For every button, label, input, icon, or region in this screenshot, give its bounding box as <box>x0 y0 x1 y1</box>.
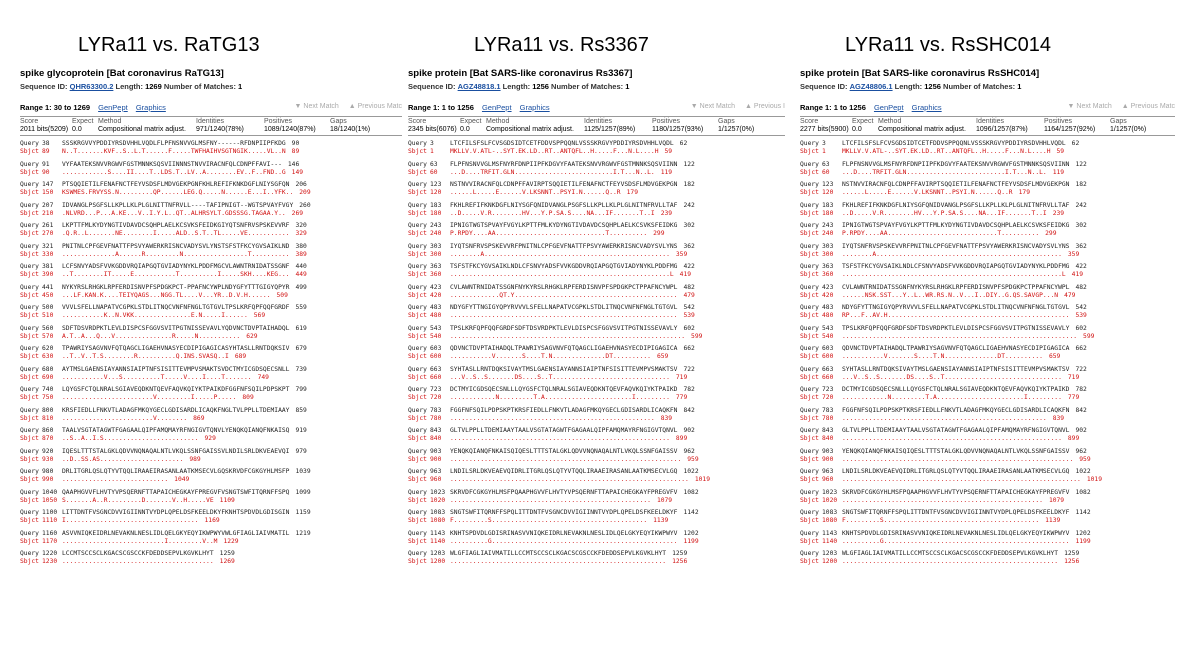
query-line: Query 543 TPSLKRFQPFQQFGRDFSDFTDSVRDPKTLEVLDISPCSFGGVSVITPGTNISSEVAVLY 602 <box>800 324 1087 332</box>
previous-match-link[interactable]: ▲ Previous Matc <box>1121 103 1175 110</box>
alignment-blocks <box>408 140 785 566</box>
stat-value: 0.0 <box>460 126 470 133</box>
subject-line: Sbjct 540 .............................................................. 599 <box>800 332 1095 340</box>
subject-line: Sbjct 780 ...................................................... 839 <box>800 414 1065 422</box>
alignment-block <box>408 222 785 238</box>
query-line: Query 38 SSSKRGVVYPDDIYRSDVHHLVQDLFLPFNSNVVGLMSFNY------RFDNPIIPFKDG 90 <box>20 140 300 147</box>
query-line: Query 903 YENQKQIANQFNKAISQIQESLTTTSTALGKLQDVVNQNAQALNTLVKQLSSNFGAISSV 962 <box>408 447 695 455</box>
subject-line: Sbjct 660 ...V..S..S.......DS....S..T............................... 719 <box>800 373 1080 381</box>
subject-line: Sbjct 780 ...................................................... 839 <box>408 414 673 422</box>
alignment-stats <box>408 116 785 136</box>
sequence-meta: Sequence ID: AGZ48806.1 Length: 1256 Number of Matches: 1 <box>800 82 1022 91</box>
query-line: Query 843 GLTVLPPLLTDEMIAAYTAALVSGTATAGWTFGAGAALQIPFAMQMAYRFNGIGVTQNVL 902 <box>800 427 1087 434</box>
stat-value: 18/1240(1%) <box>330 126 371 133</box>
stat-header: Method <box>486 118 510 125</box>
range-header: Range 1: 30 to 1269 GenPept Graphics ▼ Next Match ▲ Previous Matc <box>20 103 402 112</box>
query-line: Query 663 SYHTASLLRNTDQKSIVAYTMSLGAENSIAYANNSIAIPTNFSISITTEVMPVSMAKTSV 722 <box>408 365 695 373</box>
alignment-block <box>800 345 1175 361</box>
alignment-block <box>800 530 1175 546</box>
query-line: Query 543 TPSLKRFQPFQQFGRDFSDFTDSVRDPKTLEVLDISPCSFGGVSVITPGTNISSEVAVLY 602 <box>408 324 695 332</box>
alignment-block <box>800 489 1175 505</box>
range-header: Range 1: 1 to 1256 GenPept Graphics ▼ Next Match ▲ Previous I <box>408 103 785 112</box>
stat-value: 1180/1257(93%) <box>652 126 704 133</box>
subject-line: Sbjct 60 ...D....TRFIT.GLN..........................I.T...N..L. 119 <box>408 168 673 176</box>
alignment-block <box>20 202 402 218</box>
query-line: Query 980 DRLITGRLQSLQTYVTQQLIRAAEIRASANLAATKMSECVLGQSKRVDFCGKGYHLMSFP 1039 <box>20 468 311 475</box>
subject-line: Sbjct 180 ..D.....V.R........HV...Y.P.SA.S....NA...IF.......T..I 239 <box>800 209 1065 217</box>
alignment-block <box>408 468 785 484</box>
subject-line: Sbjct 930 ..D..SS.AS...................... 989 <box>20 455 201 463</box>
genpept-link[interactable]: GenPept <box>873 103 904 112</box>
alignment-block <box>408 325 785 341</box>
alignment-block <box>20 550 402 566</box>
alignment-block <box>800 304 1175 320</box>
subject-line: Sbjct 480 RP...F..AV.H................................................ 539 <box>800 312 1087 319</box>
alignment-block <box>20 222 402 238</box>
query-line: Query 903 YENQKQIANQFNKAISQIQESLTTTSTALGKLQDVVNQNAQALNTLVKQLSSNFGAISSV 962 <box>800 447 1087 455</box>
stat-header: Score <box>408 118 427 125</box>
graphics-link[interactable]: Graphics <box>135 103 166 112</box>
stat-header: Method <box>878 118 902 125</box>
query-line: Query 663 SYHTASLLRNTDQKSIVAYTMSLGAENSIAYANNSIAIPTNFSISITTEVMPVSMAKTSV 722 <box>800 365 1087 373</box>
subject-line: Sbjct 300 ........A................................................. 359 <box>408 250 688 258</box>
subject-line: Sbjct 390 ..T........IT.....E...........T..........I.....SKH....KEG... 449 <box>20 271 307 278</box>
sequence-meta: Sequence ID: AGZ48818.1 Length: 1256 Number of Matches: 1 <box>408 82 630 91</box>
protein-name: spike glycoprotein [Bat coronavirus RaTG13] <box>20 68 224 79</box>
alignment-block <box>20 140 402 156</box>
subject-line: Sbjct 990 ............................ 1049 <box>20 476 190 483</box>
alignment-panel-rsshc014 <box>800 68 1175 658</box>
alignment-stats <box>20 116 402 136</box>
stat-value: 2345 bits(6076) <box>408 126 457 133</box>
subject-line: Sbjct 120 ......L.....E......V.LKSNNT..PSYI.N......Q..R 179 <box>408 189 638 196</box>
alignment-block <box>20 407 402 423</box>
stat-header: Gaps <box>330 118 347 125</box>
alignment-block <box>408 161 785 177</box>
alignment-block <box>408 304 785 320</box>
stat-value: 0.0 <box>72 126 82 133</box>
stats-header-row <box>408 118 785 126</box>
alignment-block <box>800 222 1175 238</box>
subject-line: Sbjct 660 ...V..S..S.......DS....S..T............................... 719 <box>408 373 688 381</box>
stat-header: Identities <box>196 118 225 125</box>
protein-name: spike protein [Bat SARS-like coronavirus RsSHC014] <box>800 68 1040 79</box>
range-header: Range 1: 1 to 1256 GenPept Graphics ▼ Next Match ▲ Previous Matc <box>800 103 1175 112</box>
comparison-title-ratg13: LYRa11 vs. RaTG13 <box>78 34 260 56</box>
next-match-link[interactable]: ▼ Next Match <box>294 103 339 110</box>
subject-line: Sbjct 210 .NLVRD...P...A.KE...V..I.Y.L..QT..ALHRSYLT.GDSSSG.TAGAA.Y.. 269 <box>20 209 304 217</box>
alignment-block <box>20 304 402 320</box>
alignment-block <box>800 448 1175 464</box>
stat-header: Identities <box>584 118 613 125</box>
subject-line: Sbjct 270 .Q.R..L.......NE........I.....ALD..S.T..TL.....VE........... 329 <box>20 230 307 237</box>
alignment-block <box>408 263 785 279</box>
alignment-block <box>408 366 785 382</box>
stat-value: 2011 bits(5209) <box>20 126 69 133</box>
stat-header: Positives <box>652 118 681 125</box>
alignment-block <box>800 407 1175 423</box>
alignment-block <box>408 202 785 218</box>
subject-line: Sbjct 630 ..T..V..T.S........R..........Q.INS.SVASQ..I 689 <box>20 353 247 360</box>
query-line: Query 560 SDFTDSVRDPKTLEVLDISPCSFGGVSVITPGTNISSEVAVLYQDVNCTDVPTAIHADQL 619 <box>20 324 307 332</box>
stat-value: 1164/1257(92%) <box>1044 126 1096 133</box>
alignment-block <box>800 284 1175 300</box>
query-line: Query 91 VYFAATEKSNVVRGWVFGSTMNNKSQSVIINNNSTNVVIRACNFQLCDNPFFAVI--- 146 <box>20 160 300 168</box>
alignment-block <box>800 509 1175 525</box>
alignment-block <box>20 489 402 505</box>
alignment-block <box>20 509 402 525</box>
subject-line: Sbjct 90 ............S....II....T..LDS.T..LV..A........EV..F..FND..G 149 <box>20 168 304 176</box>
stats-header-row <box>800 118 1175 126</box>
subject-line: Sbjct 480 ............................................................ 539 <box>408 312 695 319</box>
stat-value: 1/1257(0%) <box>1110 126 1147 133</box>
alignment-block <box>408 284 785 300</box>
query-line: Query 303 IYQTSNFRVSPSKEVVRFPNITNLCPFGEVFNATTFPSVYAWERKRISNCVADYSVLYNS 362 <box>408 242 695 250</box>
query-line: Query 620 TPAWRIYSAGVNVFQTQAGCLIGAEHVNASYECDIPIGAGICASYHTASLLRNTDQKSIV 679 <box>20 345 307 352</box>
query-line: Query 483 NDYGFYTTNGIGYQPYRVVVLSFELLNAPATVCGPKLSTDLITNQCVNFNFNGLTGTGVL 542 <box>800 304 1087 311</box>
subject-line: Sbjct 840 .......................................................... 899 <box>800 435 1080 442</box>
query-line: Query 423 CVLAWNTRNIDATSSGNFNYKYRSLRHGKLRPFERDISNVPFSPDGKPCTPPAFNCYWPL 482 <box>408 283 695 291</box>
query-line: Query 147 PTSQQIETILFENAFNCTFEYVSDSFLMDVGEKPGNFKHLREFIFKNKDGFLNIYSGFQN 206 <box>20 181 307 188</box>
subject-line: Sbjct 330 ..............A......R.........N.................T.......... 389 <box>20 250 307 258</box>
subject-line: Sbjct 89 N..T.......KVF..S..L.T......F.....TWFHAIHVSGTNGIK.....VL..N 89 <box>20 148 300 155</box>
query-line: Query 723 DCTMYICGDSQECSNLLLQYGSFCTQLNRALSGIAVEQDKNTQEVFAQVKQIYKTPAIKD 782 <box>800 386 1087 393</box>
stat-header: Positives <box>1044 118 1073 125</box>
alignment-panel-ratg13 <box>20 68 402 658</box>
query-line: Query 783 FGGFNFSQILPDPSKPTKRSFIEDLLFNKVTLADAGFMKQYGECLGDISARDLICAQKFN 842 <box>800 406 1087 414</box>
subject-line: Sbjct 1140 ..........G................................................. 1199 <box>800 537 1091 545</box>
alignment-block <box>20 243 402 259</box>
subject-line: Sbjct 750 ........................V.........I.....P..... 809 <box>20 394 254 401</box>
next-match-link[interactable]: ▼ Next Match <box>1067 103 1112 110</box>
comparison-title-rs3367: LYRa11 vs. Rs3367 <box>474 34 649 56</box>
stat-value: 1125/1257(89%) <box>584 126 636 133</box>
alignment-block <box>20 263 402 279</box>
subject-line: Sbjct 690 ...........V...S..........T.....V....I....T....... 749 <box>20 373 269 381</box>
query-line: Query 680 AYTMSLGAENSIAYANNSIAIPTNFSISITTEVMPVSMAKTSVDCTMYICGDSQECSNLL 739 <box>20 365 307 373</box>
graphics-link[interactable]: Graphics <box>911 103 942 112</box>
alignment-block <box>20 448 402 464</box>
stat-header: Expect <box>72 118 94 125</box>
query-line: Query 603 QDVNCTDVPTAIHADQLTPAWRIYSAGVNVFQTQAGCLIGAEHVNASYECDIPIGAGICA 662 <box>408 345 695 352</box>
alignment-block <box>408 448 785 464</box>
query-line: Query 1160 ASVVNIQKEIDRLNEVAKNLNESLIDLQELGKYEQYIKWPWYVWLGFIAGLIAIVMATIL 1219 <box>20 529 311 537</box>
stat-value: Compositional matrix adjust. <box>486 126 574 133</box>
subject-line: Sbjct 900 ............................................................. 959 <box>800 455 1091 463</box>
stat-header: Gaps <box>718 118 735 125</box>
subject-line: Sbjct 720 ............N.........T.A.......................I......... 779 <box>800 394 1080 401</box>
sequence-id-link[interactable]: AGZ48818.1 <box>457 82 501 91</box>
subject-line: Sbjct 810 ........................V........ 869 <box>20 414 205 422</box>
query-line: Query 63 FLPFNSNVVGLMSFNYRFDNPIIPFKDGVYFAATEKSNVVRGWVFGSTMNNKSQSVIINN 122 <box>408 160 695 168</box>
query-line: Query 123 NSTNVVIRACNFQLCDNPFFAVIRPTSQQIETILFENAFNCTFEYVSDSFLMDVGEKPGN 182 <box>408 181 695 188</box>
comparison-title-rsshc014: LYRa11 vs. RsSHC014 <box>845 34 1052 56</box>
query-line: Query 321 PNITNLCPFGEVFNATTFPSVYAWERKRISNCVADYSVLYNSTSFSTFKCYGVSAIKLND 380 <box>20 242 307 250</box>
alignment-block <box>20 427 402 443</box>
stats-value-row <box>800 126 1175 134</box>
stat-value: 0.0 <box>852 126 862 133</box>
alignment-block <box>800 427 1175 443</box>
query-line: Query 3 LTCFILSFSLFCVSGDSIDTCETFDDVSPPQQNLVSSSKRGVYPDDIYRSDVHHLVQDL 62 <box>800 140 1080 147</box>
subject-line: Sbjct 60 ...D....TRFIT.GLN..........................I.T...N..L. 119 <box>800 168 1065 176</box>
query-line: Query 363 TSFSTFKCYGVSAIKLNDLCFSNVYADSFVVKGDDVRQIAPGQTGVIADYNYKLPDDFMG 422 <box>408 263 695 270</box>
alignment-block <box>800 468 1175 484</box>
query-line: Query 500 VVVLSFELLNAPATVCGPKLSTDLITNQCVNFNFNGLTGTGVLTPSLKRFQPFQQFGRDF 559 <box>20 304 307 311</box>
subject-line: Sbjct 1200 ......................................................... 1256 <box>408 558 688 565</box>
query-line: Query 207 IDVANGLPSGFSLLKPLLKLPLGLNITTNFRVLL----TAFIPNIGT--WGTSPVAYFVGY 260 <box>20 201 311 209</box>
subject-line: Sbjct 720 ............N.........T.A.......................I......... 779 <box>408 394 688 401</box>
query-line: Query 381 LCFSNVYADSFVVKGDDVRQIAPGQTGVIADYNYKLPDDFMGCVLAWNTRNIDATSSGNF 440 <box>20 263 307 270</box>
alignment-stats <box>800 116 1175 136</box>
subject-line: Sbjct 1 MKLLV.V.ATL-..SYT.EK.LD..RT..ANTQFL..H.....F...N.L....H 59 <box>800 148 1065 155</box>
alignment-block <box>408 181 785 197</box>
subject-line: Sbjct 540 .............................................................. 599 <box>408 332 703 340</box>
query-line: Query 603 QDVNCTDVPTAIHADQLTPAWRIYSAGVNVFQTQAGCLIGAEHVNASYECDIPIGAGICA 662 <box>800 345 1087 352</box>
subject-line: Sbjct 1020 ..................................................... 1079 <box>800 496 1065 504</box>
query-line: Query 1040 QAAPHGVVFLHVTYVPSQERNFTTAPAICHEGKAYFPREGVFVSNGTSWFITQRNFFSPQ 1099 <box>20 488 311 496</box>
subject-line: Sbjct 1140 ..........G................................................. 1199 <box>408 537 699 545</box>
alignment-block <box>800 181 1175 197</box>
query-line: Query 3 LTCFILSFSLFCVSGDSIDTCETFDDVSPPQQNLVSSSKRGVYPDDIYRSDVHHLVQDL 62 <box>408 140 688 147</box>
query-line: Query 243 IPNIGTWGTSPVAYFVGYLKPTTFMLKYDYNGTIVDAVDCSQHPLAELKCSVKSFEIDKG 302 <box>408 222 695 229</box>
subject-line: Sbjct 120 ......L.....E......V.LKSNNT..PSYI.N......Q..R 179 <box>800 189 1030 196</box>
alignment-block <box>408 243 785 259</box>
subject-line: Sbjct 300 ........A................................................. 359 <box>800 250 1080 258</box>
alignment-block <box>20 161 402 177</box>
query-line: Query 243 IPNIGTWGTSPVAYFVGYLKPTTFMLKYDYNGTIVDAVDCSQHPLAELKCSVKSFEIDKG 302 <box>800 222 1087 229</box>
subject-line: Sbjct 1230 ........................................ 1269 <box>20 558 235 565</box>
alignment-block <box>20 181 402 197</box>
subject-line: Sbjct 900 ............................................................. 959 <box>408 455 699 463</box>
query-line: Query 483 NDYGFYTTNGIGYQPYRVVVLSFELLNAPATVCGPKLSTDLITNQCVNFNFNGLTGTGVL 542 <box>408 304 695 311</box>
alignment-block <box>20 468 402 484</box>
subject-line: Sbjct 150 KSWMES.FRVYSS.N.........QP......LEG.Q.....N......E...I..YFK.. 209 <box>20 189 311 196</box>
subject-line: Sbjct 420 .............QT.Y........................................... 479 <box>408 291 695 299</box>
stat-header: Score <box>800 118 819 125</box>
query-line: Query 63 FLPFNSNVVGLMSFNYRFDNPIIPFKDGVYFAATEKSNVVRGWVFGSTMNNKSQSVIINN 122 <box>800 160 1087 168</box>
alignment-block <box>20 325 402 341</box>
subject-line: Sbjct 1200 ......................................................... 1256 <box>800 558 1080 565</box>
stat-header: Expect <box>460 118 482 125</box>
stat-header: Identities <box>976 118 1005 125</box>
subject-line: Sbjct 180 ..D.....V.R........HV...Y.P.SA.S....NA...IF.......T..I 239 <box>408 209 673 217</box>
subject-line: Sbjct 840 .......................................................... 899 <box>408 435 688 442</box>
stat-header: Gaps <box>1110 118 1127 125</box>
query-line: Query 723 DCTMYICGDSQECSNLLLQYGSFCTQLNRALSGIAVEQDKNTQEVFAQVKQIYKTPAIKD 782 <box>408 386 695 393</box>
alignment-block <box>800 366 1175 382</box>
query-line: Query 1143 KNHTSPDVDLGDISRINASVVNIQKEIDRLNEVAKNLNESLIDLQELGKYEQYIKWPWYV 1202 <box>800 529 1091 537</box>
query-line: Query 261 LKPTTFMLKYDYNGTIVDAVDCSQHPLAELKCSVKSFEIDKGIYQTSNFRVSPSKEVVRF 320 <box>20 222 307 229</box>
alignment-panel-rs3367 <box>408 68 785 658</box>
query-line: Query 123 NSTNVVIRACNFQLCDNPFFAVIRPTSQQIETILFENAFNCTFEYVSDSFLMDVGEKPGN 182 <box>800 181 1087 188</box>
subject-line: Sbjct 570 A.T..A...Q...V...............R.....N........... 629 <box>20 332 258 340</box>
alignment-block <box>800 550 1175 566</box>
query-line: Query 860 TAALVSGTATAGWTFGAGAALQIPFAMQMAYRFNGIGVTQNVLYENQKQIANQFNKAISQ 919 <box>20 427 307 434</box>
subject-line: Sbjct 1 MKLLV.V.ATL-..SYT.EK.LD..RT..ANTQFL..H.....F...N.L....H 59 <box>408 148 673 155</box>
query-line: Query 920 IQESLTTTSTALGKLQDVVNQNAQALNTLVKQLSSNFGAISSVLNDILSRLDKVEAEVQI 979 <box>20 447 307 455</box>
query-line: Query 1203 WLGFIAGLIAIVMATILLCCMTSCCSCLKGACSCGSCCKFDEDDSEPVLKGVKLHYT 1259 <box>408 550 688 557</box>
stat-value: 1096/1257(87%) <box>976 126 1028 133</box>
stat-value: Compositional matrix adjust. <box>98 126 186 133</box>
query-line: Query 1203 WLGFIAGLIAIVMATILLCCMTSCCSCLKGACSCGSCCKFDEDDSEPVLKGVKLHYT 1259 <box>800 550 1080 557</box>
alignment-block <box>408 509 785 525</box>
query-line: Query 1083 SNGTSWFITQRNFFSPQLITTDNTFVSGNCDVVIGIINNTVYDPLQPELDSFKEELDKYF 1142 <box>800 509 1091 516</box>
subject-line: Sbjct 510 ...........K..N.VKK...............E.N.....I...... 569 <box>20 312 266 319</box>
sequence-id-link[interactable]: QHR63300.2 <box>69 82 114 91</box>
stat-value: 971/1240(78%) <box>196 126 244 133</box>
stat-value: 2277 bits(5900) <box>800 126 849 133</box>
stat-header: Expect <box>852 118 874 125</box>
sequence-meta: Sequence ID: QHR63300.2 Length: 1269 Number of Matches: 1 <box>20 82 243 91</box>
graphics-link[interactable]: Graphics <box>519 103 550 112</box>
previous-match-link[interactable]: ▲ Previous I <box>745 103 785 110</box>
alignment-block <box>408 345 785 361</box>
alignment-block <box>408 530 785 546</box>
subject-line: Sbjct 1170 ...........................I.........V..M 1229 <box>20 537 239 545</box>
subject-line: Sbjct 960 ............................................................... 1019 <box>800 476 1103 483</box>
subject-line: Sbjct 1020 ..................................................... 1079 <box>408 496 673 504</box>
alignment-block <box>800 161 1175 177</box>
query-line: Query 1023 SKRVDFCGKGYHLMSFPQAAPHGVVFLHVTYVPSQERNFTTAPAICHEGKAYFPREGVFV 1082 <box>408 488 699 496</box>
alignment-block <box>408 140 785 156</box>
stat-header: Positives <box>264 118 293 125</box>
stats-header-row <box>20 118 402 126</box>
alignment-block <box>20 366 402 382</box>
query-line: Query 963 LNDILSRLDKVEAEVQIDRLITGRLQSLQTYVTQQLIRAAEIRASANLAATKMSECVLGQ 1022 <box>800 468 1091 475</box>
subject-line: Sbjct 1080 F.........S......................................... 1139 <box>800 517 1061 524</box>
stats-value-row <box>408 126 785 134</box>
query-line: Query 303 IYQTSNFRVSPSKEVVRFPNITNLCPFGEVFNATTFPSVYAWERKRISNCVADYSVLYNS 362 <box>800 242 1087 250</box>
query-line: Query 363 TSFSTFKCYGVSAIKLNDLCFSNVYADSFVVKGDDVRQIAPGQTGVIADYNYKLPDDFMG 422 <box>800 263 1087 270</box>
genpept-link[interactable]: GenPept <box>98 103 128 112</box>
query-line: Query 1143 KNHTSPDVDLGDISRINASVVNIQKEIDRLNEVAKNLNESLIDLQELGKYEQYIKWPWYV 1202 <box>408 529 699 537</box>
alignment-block <box>800 263 1175 279</box>
subject-line: Sbjct 1080 F.........S......................................... 1139 <box>408 517 669 524</box>
query-line: Query 183 FKHLREFIFKNKDGFLNIYSGFQNIDVANGLPSGFSLLKPLLKLPLGLNITNFRVLLTAF 242 <box>800 201 1087 209</box>
alignment-block <box>20 345 402 361</box>
subject-line: Sbjct 960 ............................................................... 1019 <box>408 476 711 483</box>
alignment-block <box>20 386 402 402</box>
subject-line: Sbjct 600 ...........V.......S....T.N..............DT.......... 659 <box>800 353 1061 360</box>
alignment-block <box>800 386 1175 402</box>
query-line: Query 441 NYKYRSLRHGKLRPFERDISNVPFSPDGKPCT-PPAFNCYWPLNDYGFYTTTGIGYQPYR 499 <box>20 283 307 291</box>
query-line: Query 183 FKHLREFIFKNKDGFLNIYSGFQNIDVANGLPSGFSLLKPLLKLPLGLNITNFRVLLTAF 242 <box>408 201 695 209</box>
stat-header: Score <box>20 118 39 125</box>
stats-value-row <box>20 126 402 134</box>
query-line: Query 1023 SKRVDFCGKGYHLMSFPQAAPHGVVFLHVTYVPSQERNFTTAPAICHEGKAYFPREGVFV 1082 <box>800 488 1091 496</box>
stat-value: Compositional matrix adjust. <box>878 126 966 133</box>
alignment-block <box>800 243 1175 259</box>
subject-line: Sbjct 240 P.RPDY....AA.............................T.......... 299 <box>800 230 1057 237</box>
alignment-block <box>20 530 402 546</box>
alignment-block <box>20 284 402 300</box>
alignment-block <box>408 386 785 402</box>
subject-line: Sbjct 1050 S.......A..R.........D.......V..H.....VE 1109 <box>20 496 235 504</box>
genpept-link[interactable]: GenPept <box>481 103 512 112</box>
query-line: Query 423 CVLAWNTRNIDATSSGNFNYKYRSLRHGKLRPFERDISNVPFSPDGKPCTPPAFNCYWPL 482 <box>800 283 1087 291</box>
stat-value: 1/1257(0%) <box>718 126 755 133</box>
query-line: Query 1220 LCCMTSCCSCLKGACSCGSCCKFDEDDSEPVLKGVKLHYT 1259 <box>20 550 235 557</box>
query-line: Query 800 KRSFIEDLLFNKVTLADAGFMKQYGECLGDISARDLICAQKFNGLTVLPPLLTDEMIAAY 859 <box>20 406 307 414</box>
alignment-block <box>800 325 1175 341</box>
alignment-blocks <box>800 140 1175 566</box>
alignment-block <box>408 427 785 443</box>
subject-line: Sbjct 420 ......NSK.SST...Y..L..WR.RS.N..V...I..DIY..G.QS.SAVGP...N 479 <box>800 291 1076 299</box>
alignment-block <box>800 202 1175 218</box>
sequence-id-link[interactable]: AGZ48806.1 <box>849 82 893 91</box>
stat-value: 1089/1240(87%) <box>264 126 316 133</box>
subject-line: Sbjct 240 P.RPDY....AA.............................T.......... 299 <box>408 230 665 237</box>
alignment-block <box>800 140 1175 156</box>
query-line: Query 1100 LITTDNTFVSGNCDVVIGIINNTVYDPLQPELDSFKEELDKYFKNHTSPDVDLGDISGIN 1159 <box>20 509 311 516</box>
subject-line: Sbjct 360 ..........................................................L 419 <box>800 271 1084 278</box>
query-line: Query 963 LNDILSRLDKVEAEVQIDRLITGRLQSLQTYVTQQLIRAAEIRASANLAATKMSECVLGQ 1022 <box>408 468 699 475</box>
subject-line: Sbjct 1110 I................................... 1169 <box>20 517 220 524</box>
subject-line: Sbjct 450 ...LF.KAN.K....TEIYQAGS...NGG.TL....V...YR..D.V.H...... 509 <box>20 291 288 299</box>
query-line: Query 1083 SNGTSWFITQRNFFSPQLITTDNTFVSGNCDVVIGIINNTVYDPLQPELDSFKEELDKYF 1142 <box>408 509 699 516</box>
previous-match-link[interactable]: ▲ Previous Matc <box>348 103 402 110</box>
query-line: Query 783 FGGFNFSQILPDPSKPTKRSFIEDLLFNKVTLADAGFMKQYGECLGDISARDLICAQKFN 842 <box>408 406 695 414</box>
next-match-link[interactable]: ▼ Next Match <box>690 103 736 110</box>
subject-line: Sbjct 600 ...........V.......S....T.N..............DT.......... 659 <box>408 353 669 360</box>
subject-line: Sbjct 870 ..S..A..I.S......................... 929 <box>20 435 216 442</box>
query-line: Query 843 GLTVLPPLLTDEMIAAYTAALVSGTATAGWTFGAGAALQIPFAMQMAYRFNGIGVTQNVL 902 <box>408 427 695 434</box>
protein-name: spike protein [Bat SARS-like coronavirus Rs3367] <box>408 68 633 79</box>
alignment-block <box>408 550 785 566</box>
alignment-block <box>408 407 785 423</box>
alignment-block <box>408 489 785 505</box>
query-line: Query 740 LQYGSFCTQLNRALSGIAVEQDKNTQEVFAQVKQIYKTPAIKDFGGFNFSQILPDPSKPT 799 <box>20 386 307 393</box>
stat-header: Method <box>98 118 122 125</box>
subject-line: Sbjct 360 ..........................................................L 419 <box>408 271 692 278</box>
alignment-blocks <box>20 140 402 566</box>
